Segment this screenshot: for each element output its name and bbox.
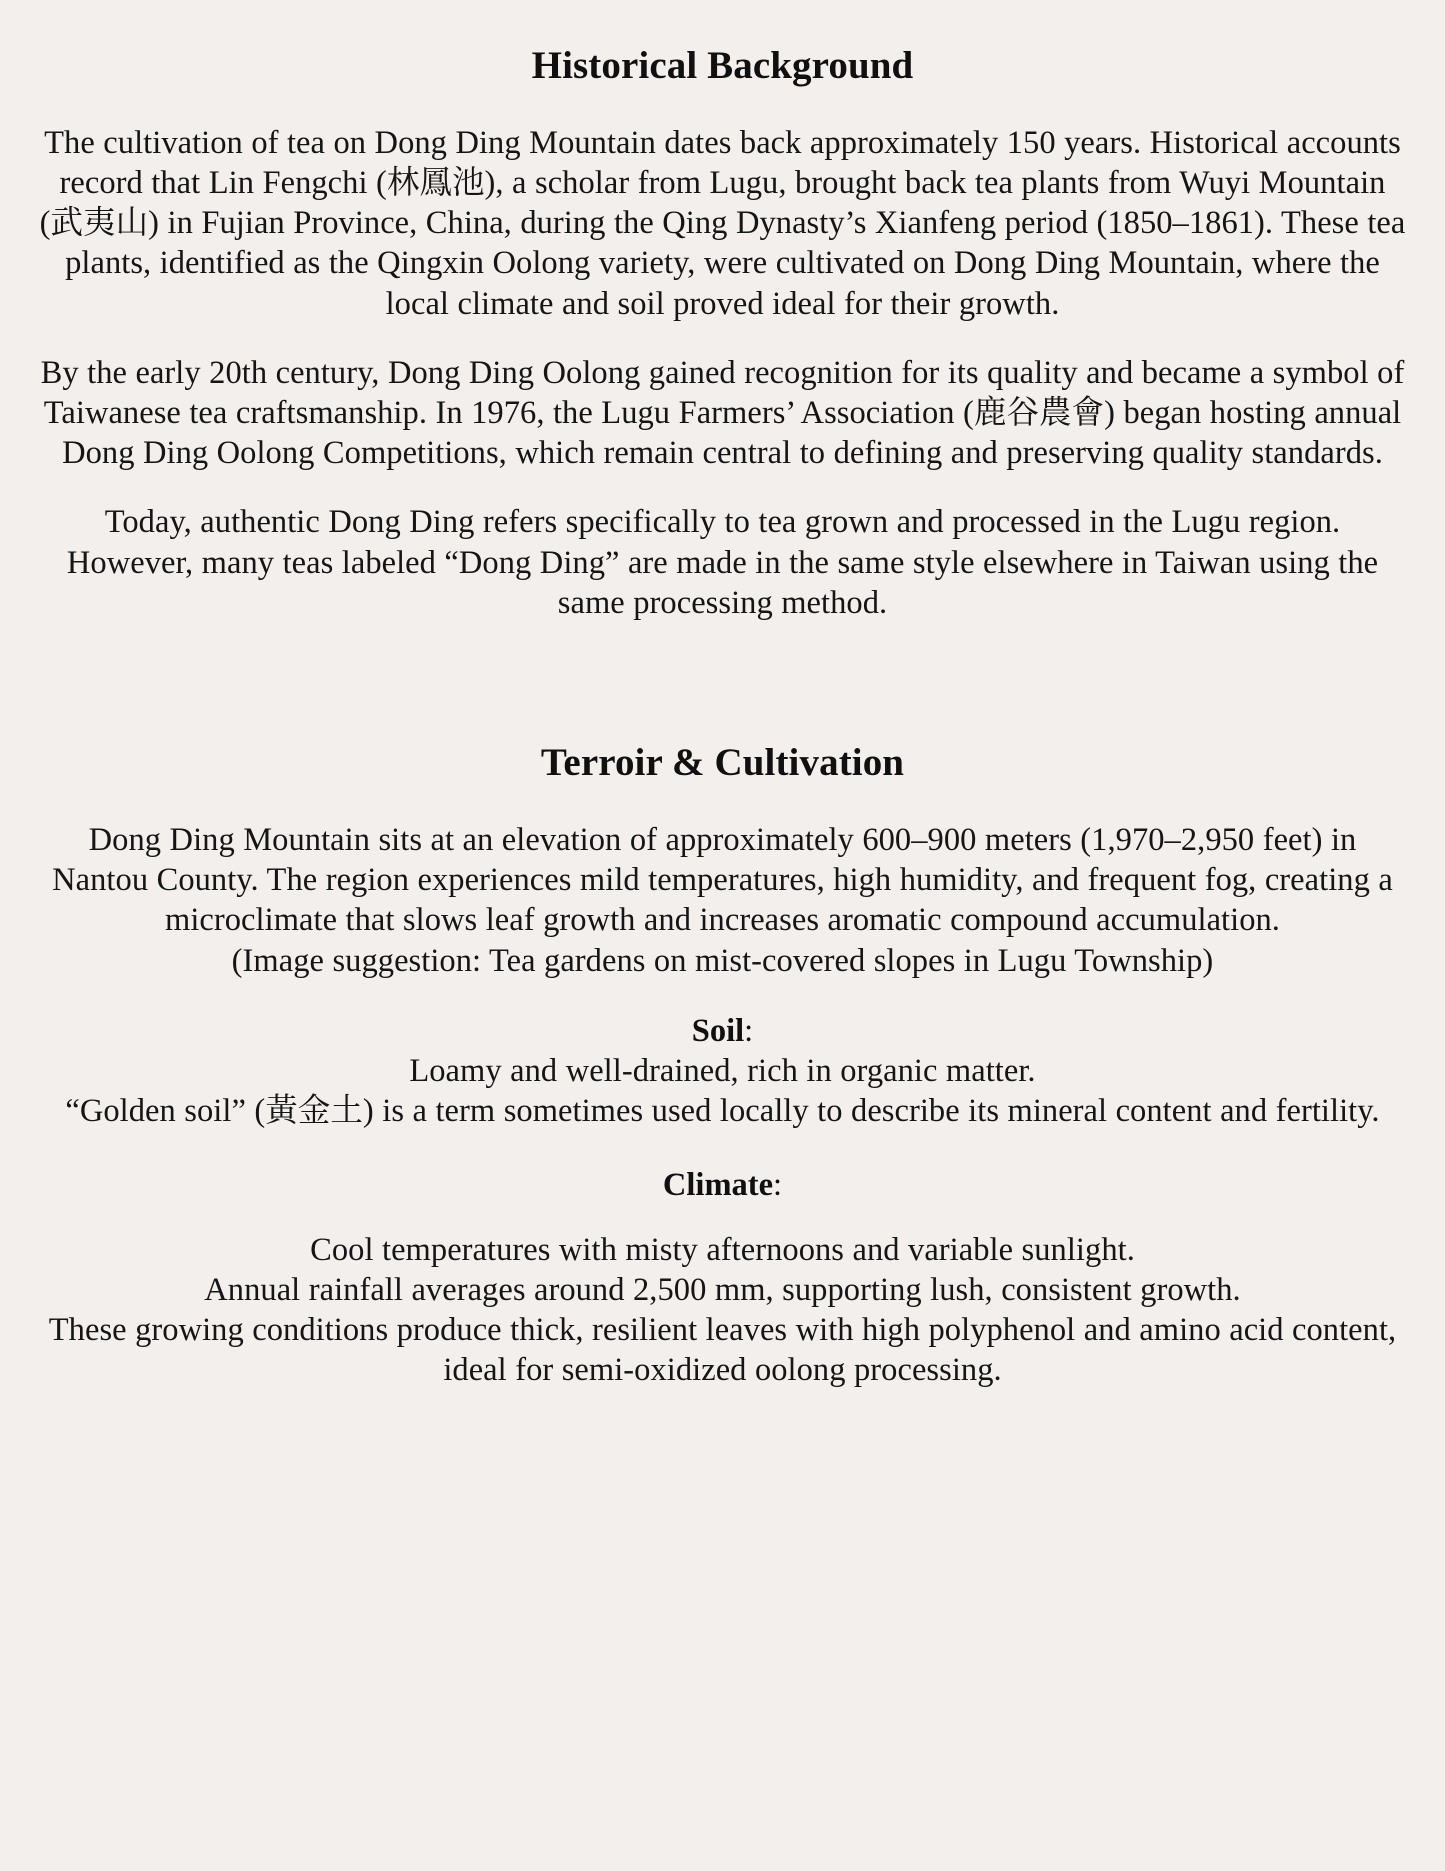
spacer [38,1206,1407,1230]
paragraph-history-today: Today, authentic Dong Ding refers specifically to tea grown and processed in the Lugu region. However, many teas labeled “Dong Ding” are made in the same style elsewhere in Taiwan using the same processing method. [66,504,1379,621]
paragraph-climate-temperatures: Cool temperatures with misty afternoons and variable sunlight. [310,1231,1135,1268]
subheading-climate [38,1165,1407,1205]
subheading-soil [38,1011,1407,1051]
paragraph-climate-rainfall: Annual rainfall averages around 2,500 mm, supporting lush, consistent growth. [204,1271,1241,1308]
soil-lines [38,1051,1407,1131]
subheading-climate-label: Climate [662,1167,774,1204]
section-terroir-cultivation [38,741,1407,1390]
paragraph-terroir-image-suggestion: (Image suggestion: Tea gardens on mist-covered slopes in Lugu Township) [231,942,1214,979]
page-title-historical-background: Historical Background [531,44,914,87]
spacer [38,981,1407,1011]
spacer [38,89,1407,123]
paragraph-climate-growing-conditions: These growing conditions produce thick, resilient leaves with high polyphenol and amino acid content, ideal for semi-oxidized oolong processing. [48,1311,1397,1389]
subheading-soil-colon: : [744,1012,754,1049]
paragraph-history-origin: The cultivation of tea on Dong Ding Mountain dates back approximately 150 years. Historical accounts record that Lin Fengchi (林鳳池), a scholar from Lugu, brought back tea plants from Wuyi Mountain (武夷山) in Fujian Province, China, during the Qing Dynasty’s Xianfeng period (1850–1861). These tea plants, identified as the Qingxin Oolong variety, were cultivated on Dong Ding Mountain, where the local climate and soil proved ideal for their growth. [39,124,1406,322]
spacer-top [38,0,1407,44]
subheading-soil-label: Soil [691,1012,745,1049]
climate-lines [38,1230,1407,1391]
paragraph-terroir-elevation: Dong Ding Mountain sits at an elevation of approximately 600–900 meters (1,970–2,950 feet) in Nantou County. The region experiences mild temperatures, high humidity, and frequent fog, creating a microclimate that slows leaf growth and increases aromatic compound accumulation. [52,821,1393,939]
paragraph-history-recognition: By the early 20th century, Dong Ding Oolong gained recognition for its quality and became a symbol of Taiwanese tea craftsmanship. In 1976, the Lugu Farmers’ Association (鹿谷農會) began hosting annual Dong Ding Oolong Competitions, which remain central to defining and preserving quality standards. [40,354,1405,472]
spacer [38,1131,1407,1165]
subsection-climate [38,1165,1407,1390]
subheading-climate-colon: : [773,1167,783,1204]
page-title-terroir-cultivation: Terroir & Cultivation [540,741,905,785]
section-historical-background [38,0,1407,623]
spacer [38,786,1407,820]
terroir-intro-block [38,820,1407,981]
paragraph-soil-golden: “Golden soil” (黃金土) is a term sometimes used locally to describe its mineral content and fertility. [65,1093,1380,1130]
subsection-soil [38,1011,1407,1132]
section-divider-spacer [38,623,1407,741]
paragraph-soil-loamy: Loamy and well-drained, rich in organic matter. [409,1052,1036,1089]
